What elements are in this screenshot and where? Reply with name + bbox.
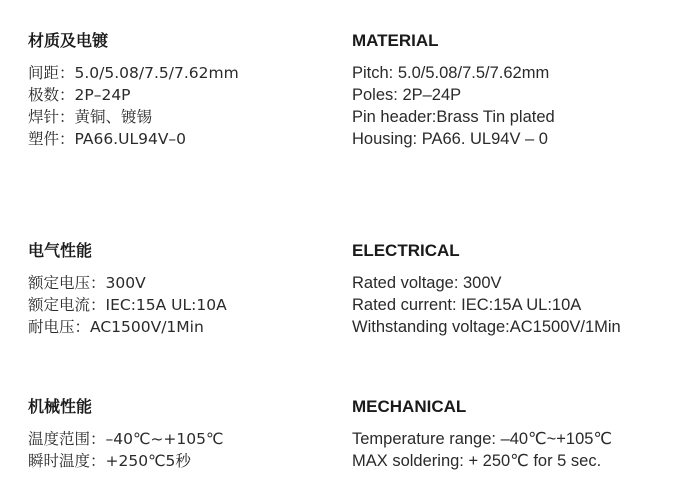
en-pitch-line: Pitch: 5.0/5.08/7.5/7.62mm [352,64,550,82]
zh-electrical-section [28,240,328,338]
zh-temperature-line: 温度范围：–40℃~+105℃ [28,430,224,448]
en-electrical-heading: ELECTRICAL [352,241,460,260]
en-withstand-voltage-line: Withstanding voltage:AC1500V/1Min [352,318,621,336]
en-housing-line: Housing: PA66. UL94V – 0 [352,130,548,148]
en-mechanical-section [352,396,692,472]
en-mechanical-lines [352,428,692,472]
zh-pin-line: 焊针：黄铜、镀锡 [28,108,153,126]
en-rated-voltage-line: Rated voltage: 300V [352,274,502,292]
en-rated-current-line: Rated current: IEC:15A UL:10A [352,296,582,314]
zh-mechanical-heading: 机械性能 [28,397,93,416]
en-soldering-line: MAX soldering: + 250℃ for 5 sec. [352,452,602,470]
zh-electrical-heading: 电气性能 [28,241,93,260]
en-electrical-section [352,240,692,338]
en-material-heading: MATERIAL [352,31,439,50]
zh-housing-line: 塑件：PA66.UL94V–0 [28,130,187,148]
en-material-section [352,30,692,150]
zh-material-heading: 材质及电镀 [28,31,109,50]
zh-rated-current-line: 额定电流：IEC:15A UL:10A [28,296,227,314]
en-temperature-line: Temperature range: –40℃~+105℃ [352,430,612,448]
en-material-lines [352,62,692,150]
zh-pitch-line: 间距：5.0/5.08/7.5/7.62mm [28,64,239,82]
zh-rated-voltage-line: 额定电压：300V [28,274,146,292]
zh-electrical-lines [28,272,328,338]
zh-mechanical-lines [28,428,328,472]
en-poles-line: Poles: 2P–24P [352,86,462,104]
en-mechanical-heading: MECHANICAL [352,397,467,416]
zh-mechanical-section [28,396,328,472]
zh-material-section [28,30,328,150]
en-pin-line: Pin header:Brass Tin plated [352,108,555,126]
en-electrical-lines [352,272,692,338]
zh-poles-line: 极数：2P–24P [28,86,131,104]
zh-soldering-line: 瞬时温度：+250℃5秒 [28,452,191,470]
zh-withstand-voltage-line: 耐电压：AC1500V/1Min [28,318,204,336]
zh-material-lines [28,62,328,150]
